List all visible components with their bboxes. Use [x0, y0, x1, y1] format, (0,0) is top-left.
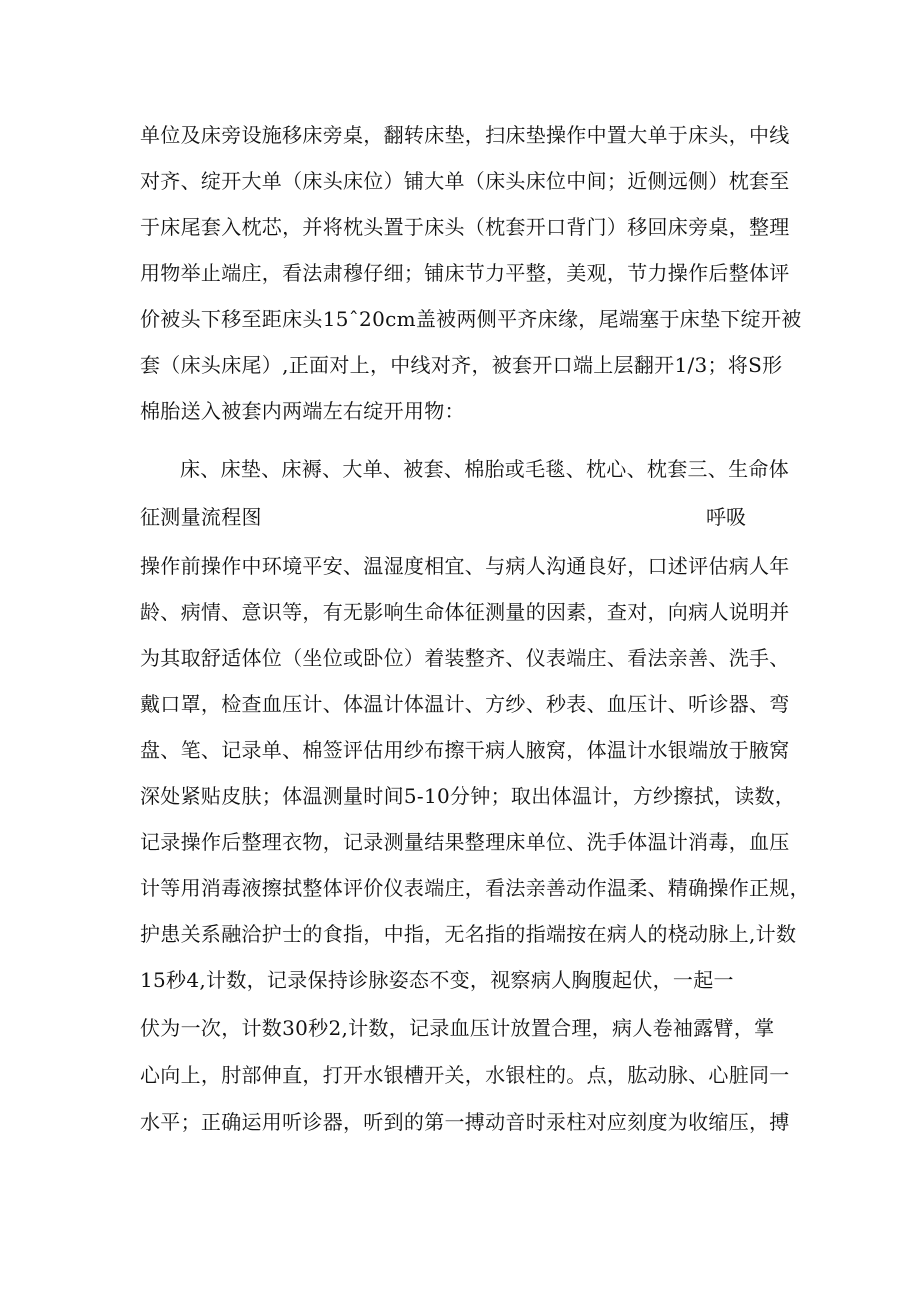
text-line: 戴口罩，检查血压计、体温计体温计、方纱、秒表、血压计、听诊器、弯	[140, 692, 790, 716]
text-line: 伏为一次，计数30秒2,计数，记录血压计放置合理，病人卷袖露臂，掌	[140, 1016, 775, 1040]
section-heading: 征测量流程图	[140, 505, 262, 529]
respiration-label: 呼吸	[706, 505, 746, 529]
text-line: 对齐、绽开大单（床头床位）铺大单（床头床位中间；近侧远侧）枕套至	[140, 169, 790, 193]
text-line: 用物举止端庄，看法肃穆仔细；铺床节力平整，美观，节力操作后整体评	[140, 261, 790, 285]
text-line: 价被头下移至距床头15ˆ20cm盖被两侧平齐床缘，尾端塞于床垫下绽开被	[140, 307, 802, 331]
text-line: 龄、病情、意识等，有无影响生命体征测量的因素，查对，向病人说明并	[140, 600, 790, 624]
text-line: 计等用消毒液擦拭整体评价仪表端庄，看法亲善动作温柔、精确操作正规，	[140, 876, 810, 900]
text-line: 心向上，肘部伸直，打开水银槽开关，水银柱的。点，肱动脉、心脏同一	[140, 1063, 790, 1087]
text-line: 棉胎送入被套内两端左右绽开用物：	[140, 399, 465, 423]
text-line: 套（床头床尾）,正面对上，中线对齐，被套开口端上层翻开1/3；将S形	[140, 353, 783, 377]
text-line: 深处紧贴皮肤；体温测量时间5-10分钟；取出体温计，方纱擦拭，读数，	[140, 784, 796, 808]
text-line: 水平；正确运用听诊器，听到的第一搏动音时汞柱对应刻度为收缩压，搏	[140, 1110, 790, 1134]
text-line: 单位及床旁设施移床旁桌，翻转床垫，扫床垫操作中置大单于床头，中线	[140, 123, 790, 147]
text-line: 于床尾套入枕芯，并将枕头置于床头（枕套开口背门）移回床旁桌，整理	[140, 215, 790, 239]
paragraph-first-line: 床、床垫、床褥、大单、被套、棉胎或毛毯、枕心、枕套三、生命体	[180, 457, 789, 481]
text-line: 盘、笔、记录单、棉签评估用纱布擦干病人腋窝，体温计水银端放于腋窝	[140, 738, 790, 762]
text-line: 15秒4,计数，记录保持诊脉姿态不变，视察病人胸腹起伏，一起一	[140, 968, 734, 992]
text-line: 记录操作后整理衣物，记录测量结果整理床单位、洗手体温计消毒，血压	[140, 830, 790, 854]
text-line: 操作前操作中环境平安、温湿度相宜、与病人沟通良好，口述评估病人年	[140, 554, 790, 578]
text-line: 为其取舒适体位（坐位或卧位）着装整齐、仪表端庄、看法亲善、洗手、	[140, 646, 790, 670]
text-line: 护患关系融洽护士的食指，中指，无名指的指端按在病人的桡动脉上,计数	[140, 922, 797, 946]
